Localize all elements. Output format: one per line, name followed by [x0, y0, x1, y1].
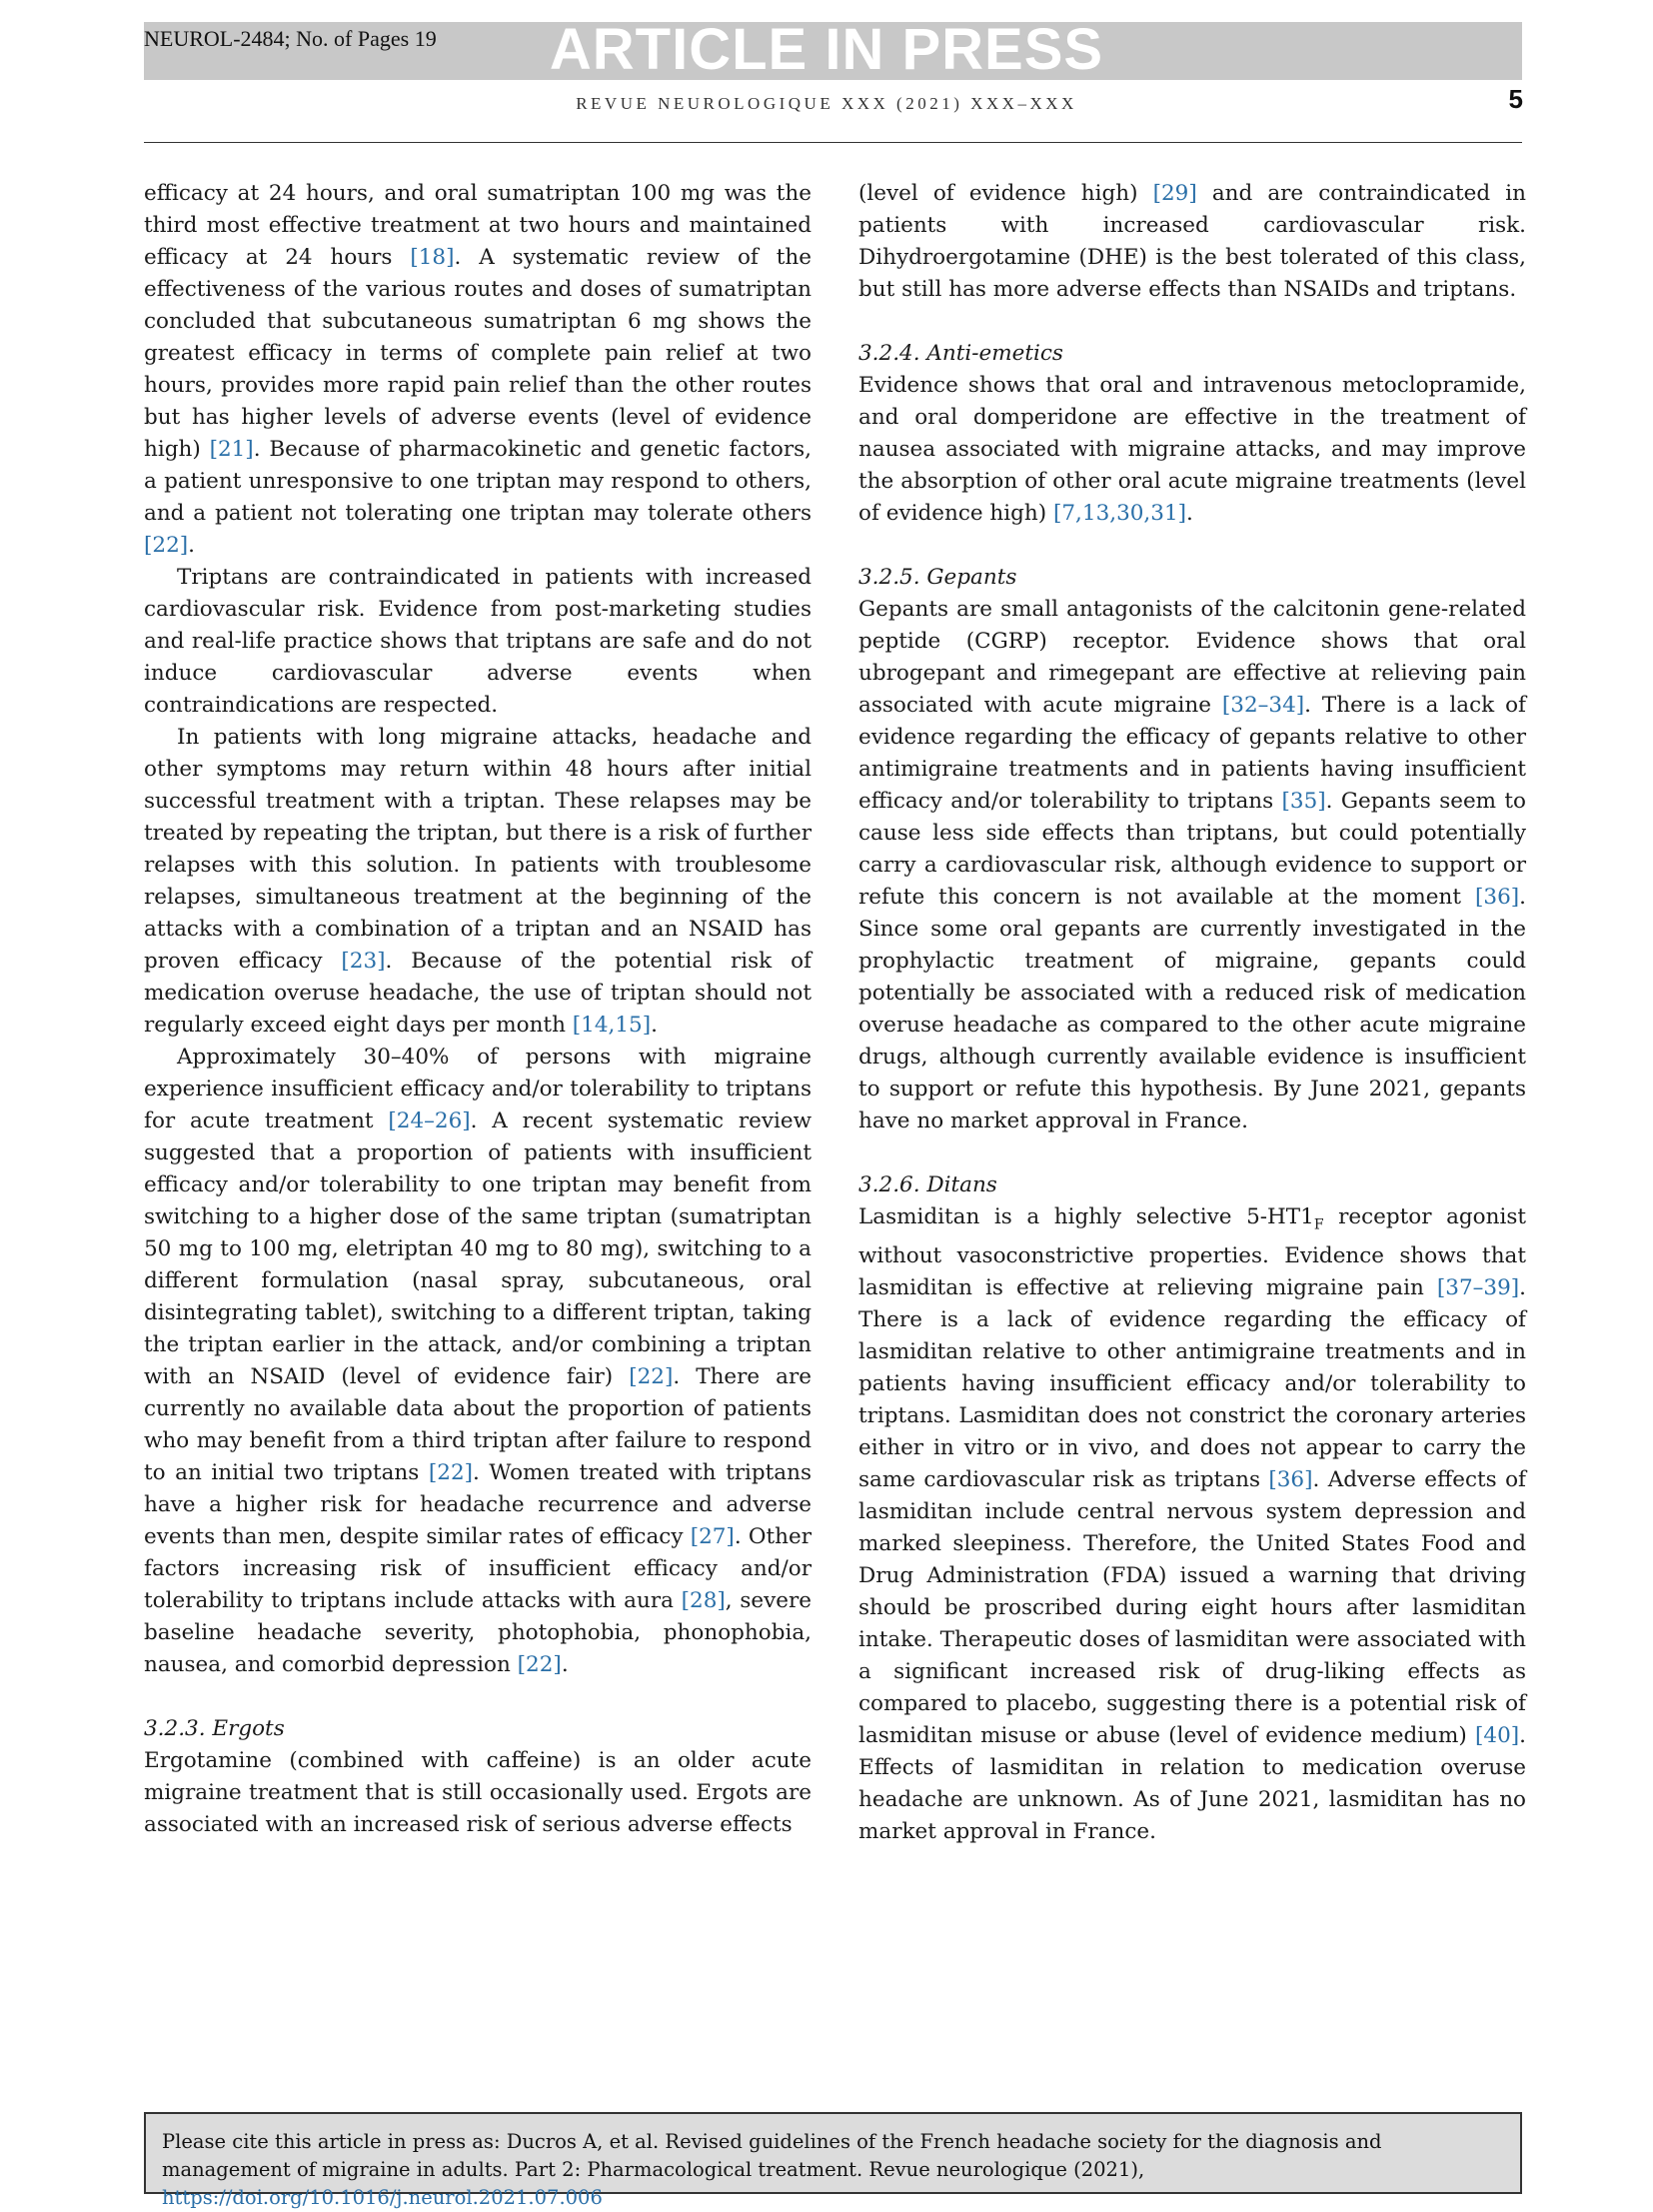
reference-link[interactable]: [22]	[517, 1652, 562, 1677]
right-column	[858, 178, 1526, 1848]
reference-link[interactable]: [32–34]	[1221, 693, 1305, 718]
doi-link[interactable]: https://doi.org/10.1016/j.neurol.2021.07.006	[162, 2186, 603, 2209]
reference-link[interactable]: [28]	[681, 1588, 726, 1613]
reference-link[interactable]: [21]	[209, 437, 254, 462]
reference-link[interactable]: [18]	[410, 245, 455, 270]
reference-link[interactable]: [7,13,30,31]	[1052, 501, 1187, 526]
paragraph: Gepants are small antagonists of the calcitonin gene-related peptide (CGRP) receptor. Evidence shows that oral ubrogepant and rimegepant are effective at relieving pain associated with acute migraine [32–34]. There is a lack of evidence regarding the efficacy of gepants relative to other antimigraine treatments and in patients having insufficient efficacy and/or tolerability to triptans [35]. Gepants seem to cause less side effects than triptans, but could potentially carry a cardiovascular risk, although evidence to support or refute this concern is not available at the moment [36]. Since some oral gepants are currently investigated in the prophylactic treatment of migraine, gepants could potentially be associated with a reduced risk of medication overuse headache as compared to the other acute migraine drugs, although currently available evidence is insufficient to support or refute this hypothesis. By June 2021, gepants have no market approval in France.	[858, 597, 1527, 1133]
reference-link[interactable]: [24–26]	[388, 1108, 471, 1133]
reference-link[interactable]: [22]	[629, 1364, 674, 1389]
header-rule	[144, 142, 1522, 143]
section-heading-ergots: 3.2.3. Ergots	[144, 1716, 285, 1741]
document-id: NEUROL-2484; No. of Pages 19	[144, 26, 437, 51]
section-heading-ditans: 3.2.6. Ditans	[858, 1172, 997, 1197]
reference-link[interactable]: [29]	[1152, 181, 1197, 206]
paragraph: efficacy at 24 hours, and oral sumatriptan 100 mg was the third most effective treatment at two hours and maintained efficacy at 24 hours [18]. A systematic review of the effectiveness of the various routes and doses of sumatriptan concluded that subcutaneous sumatriptan 6 mg shows the greatest efficacy in terms of complete pain relief at two hours, provides more rapid pain relief than the other routes but has higher levels of adverse events (level of evidence high) [21]. Because of pharmacokinetic and genetic factors, a patient unresponsive to one triptan may respond to others, and a patient not tolerating one triptan may tolerate others [22].	[144, 181, 813, 558]
paragraph: Evidence shows that oral and intravenous metoclopramide, and oral domperidone are effective in the treatment of nausea associated with migraine attacks, and may improve the absorption of other oral acute migraine treatments (level of evidence high) [7,13,30,31].	[858, 373, 1526, 526]
paragraph: Lasmiditan is a highly selective $5-HT1_F$ receptor agonist without vasoconstrictive properties. Evidence shows that lasmiditan is effective at relieving migraine pain [37–39]. There is a lack of evidence regarding the efficacy of lasmiditan relative to other antimigraine treatments and in patients having insufficient efficacy and/or tolerability to triptans. Lasmiditan does not constrict the coronary arteries either in vitro or in vivo, and does not appear to carry the same cardiovascular risk as triptans [36]. Adverse effects of lasmiditan include central nervous system depression and marked sleepiness. Therefore, the United States Food and Drug Administration (FDA) issued a warning that driving should be proscribed during eight hours after lasmiditan intake. Therapeutic doses of lasmiditan were associated with a significant increased risk of drug-liking effects as compared to placebo, suggesting there is a potential risk of lasmiditan misuse or abuse (level of evidence medium) [40]. Effects of lasmiditan in relation to medication overuse headache are unknown. As of June 2021, lasmiditan has no market approval in France.	[858, 1204, 1526, 1845]
paragraph: Approximately 30–40% of persons with migraine experience insufficient efficacy and/or tolerability to triptans for acute treatment [24–26]. A recent systematic review suggested that a proportion of patients with insufficient efficacy and/or tolerability to one triptan may benefit from switching to a higher dose of the same triptan (sumatriptan 50 mg to 100 mg, eletriptan 40 mg to 80 mg), switching to a different formulation (nasal spray, subcutaneous, oral disintegrating tablet), switching to a different triptan, taking the triptan earlier in the attack, and/or combining a triptan with an NSAID (level of evidence fair) [22]. There are currently no available data about the proportion of patients who may benefit from a third triptan after failure to respond to an initial two triptans [22]. Women treated with triptans have a higher risk for headache recurrence and adverse events than men, despite similar rates of efficacy [27]. Other factors increasing risk of insufficient efficacy and/or tolerability to triptans include attacks with aura [28], severe baseline headache severity, photophobia, phonophobia, nausea, and comorbid depression [22].	[144, 1045, 813, 1677]
reference-link[interactable]: [14,15]	[572, 1013, 652, 1038]
reference-link[interactable]: [40]	[1475, 1723, 1520, 1749]
paragraph: In patients with long migraine attacks, headache and other symptoms may return within 48 hours after initial successful treatment with a triptan. These relapses may be treated by repeating the triptan, but there is a risk of further relapses with this solution. In patients with troublesome relapses, simultaneous treatment at the beginning of the attacks with a combination of a triptan and an NSAID has proven efficacy [23]. Because of the potential risk of medication overuse headache, the use of triptan should not regularly exceed eight days per month [14,15].	[144, 725, 812, 1038]
paragraph: Ergotamine (combined with caffeine) is an older acute migraine treatment that is still occasionally used. Ergots are associated with an increased risk of serious adverse effects	[144, 1748, 812, 1837]
citation-box	[144, 2112, 1522, 2209]
paragraph: Triptans are contraindicated in patients with increased cardiovascular risk. Evidence from post-marketing studies and real-life practice shows that triptans are safe and do not induce cardiovascular adverse events when contraindications are respected.	[144, 565, 812, 718]
subscript: F	[1313, 1216, 1324, 1233]
paragraph: (level of evidence high) [29] and are contraindicated in patients with increased cardiovascular risk. Dihydroergotamine (DHE) is the best tolerated of this class, but still has more adverse effects than NSAIDs and triptans.	[858, 181, 1526, 302]
section-heading-gepants: 3.2.5. Gepants	[858, 565, 1017, 590]
reference-link[interactable]: [37–39]	[1436, 1275, 1520, 1301]
reference-link[interactable]: [22]	[428, 1460, 474, 1485]
reference-link[interactable]: [36]	[1475, 885, 1520, 910]
reference-link[interactable]: [27]	[690, 1524, 735, 1549]
citation-text: Please cite this article in press as: Ducros A, et al. Revised guidelines of the French headache society for the diagnosis and management of migraine in adults. Part 2: Pharmacological treatment. Revue neurologique (2021),	[162, 2130, 1382, 2181]
article-in-press-label: ARTICLE IN PRESS	[549, 17, 1104, 82]
reference-link[interactable]: [36]	[1268, 1467, 1313, 1493]
left-column	[144, 178, 812, 1841]
reference-link[interactable]: [22]	[144, 533, 189, 558]
section-heading-anti-emetics: 3.2.4. Anti-emetics	[858, 341, 1063, 366]
reference-link[interactable]: [35]	[1281, 789, 1326, 814]
reference-link[interactable]: [23]	[341, 949, 386, 974]
journal-running-head: REVUE NEUROLOGIQUE XXX (2021) XXX–XXX	[576, 94, 1077, 113]
page-number: 5	[1508, 84, 1523, 114]
